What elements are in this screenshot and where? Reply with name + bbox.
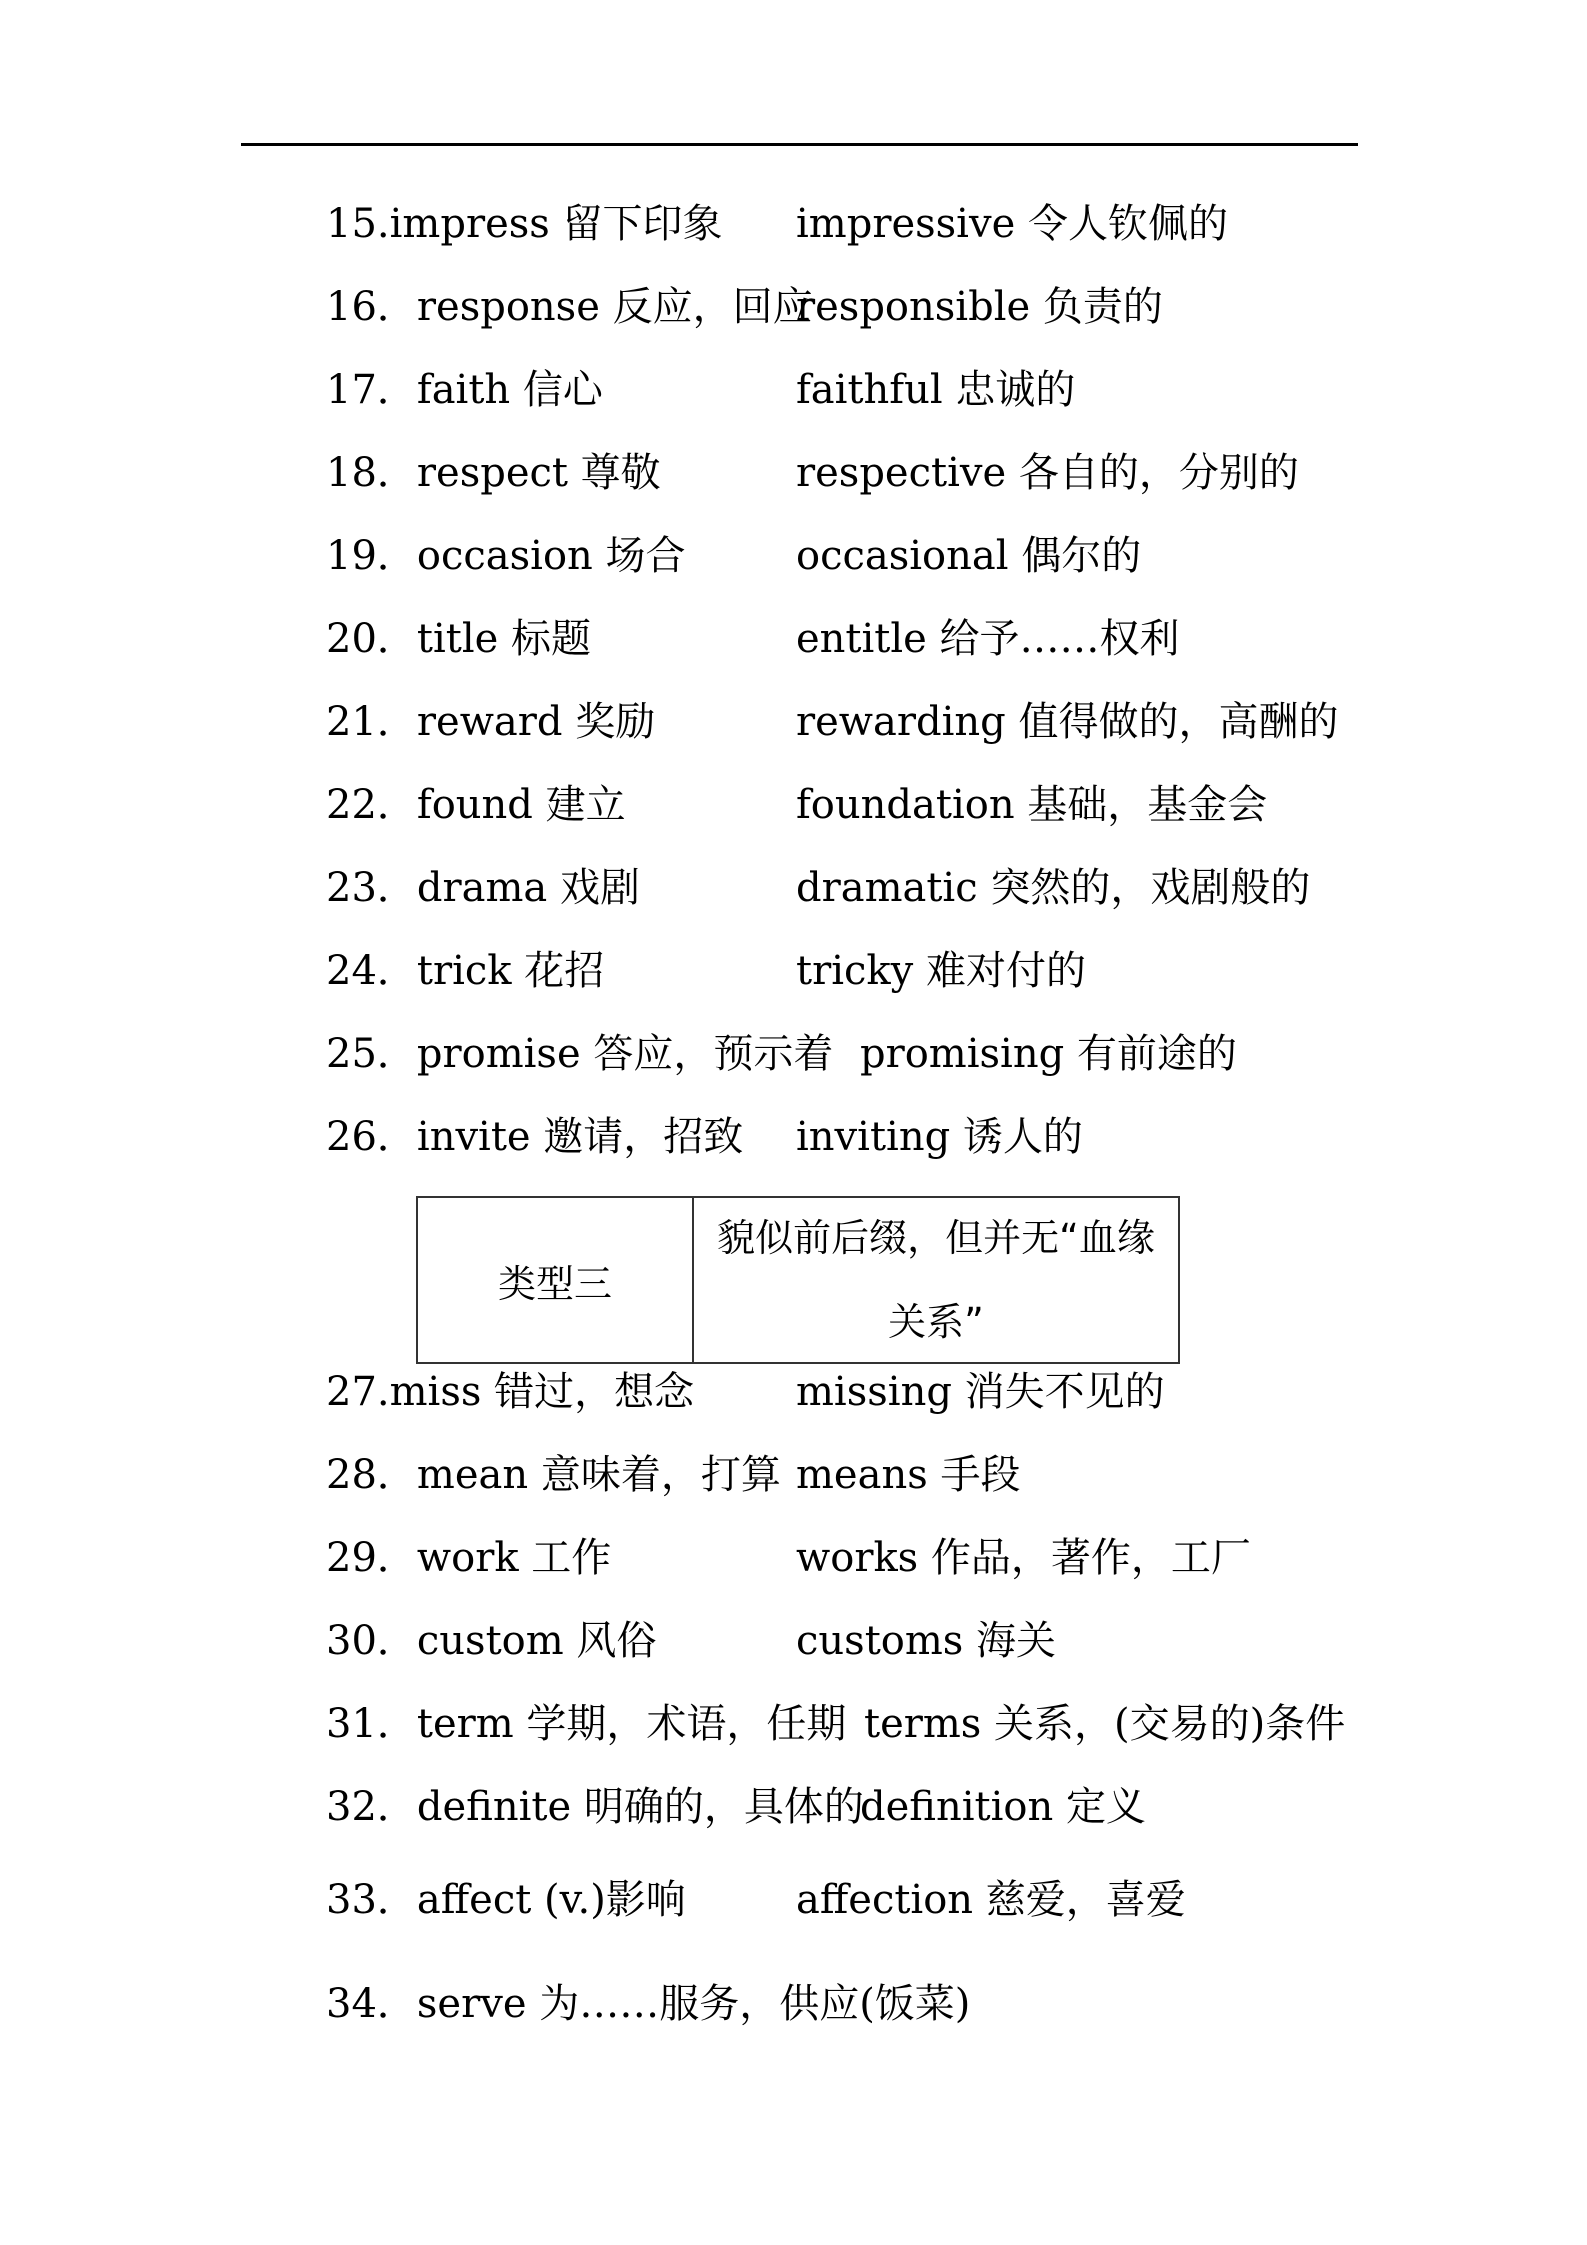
word-left: 28．mean 意味着，打算 xyxy=(326,1452,781,1498)
word-right: rewarding 值得做的，高酬的 xyxy=(796,699,1339,745)
word-left: 21．reward 奖励 xyxy=(326,699,656,745)
word-left: 32．definite 明确的，具体的 xyxy=(326,1784,864,1830)
word-left: 17．faith 信心 xyxy=(326,367,603,413)
word-left: 19．occasion 场合 xyxy=(326,533,686,579)
word-left: 15.impress 留下印象 xyxy=(326,201,723,247)
type-description: 貌似前后缀，但并无“血缘关系” xyxy=(717,1216,1155,1344)
word-right: missing 消失不见的 xyxy=(796,1369,1165,1415)
word-right: entitle 给予……权利 xyxy=(796,616,1180,662)
word-right: terms 关系，(交易的)条件 xyxy=(864,1701,1346,1747)
word-right: occasional 偶尔的 xyxy=(796,533,1142,579)
word-left: 31．term 学期，术语，任期 xyxy=(326,1701,847,1747)
word-left: 22．found 建立 xyxy=(326,782,626,828)
word-left: 23．drama 戏剧 xyxy=(326,865,640,911)
word-left: 18．respect 尊敬 xyxy=(326,450,661,496)
word-right: affection 慈爱，喜爱 xyxy=(796,1877,1186,1923)
word-left: 30．custom 风俗 xyxy=(326,1618,657,1664)
type-label: 类型三 xyxy=(418,1198,694,1362)
word-left: 16．response 反应，回应 xyxy=(326,284,813,330)
word-left: 24．trick 花招 xyxy=(326,948,605,994)
word-right: means 手段 xyxy=(796,1452,1021,1498)
word-left: 33．affect (v.)影响 xyxy=(326,1877,686,1923)
word-left: 26．invite 邀请，招致 xyxy=(326,1114,744,1160)
word-left: 20．title 标题 xyxy=(326,616,592,662)
word-right: dramatic 突然的，戏剧般的 xyxy=(796,865,1311,911)
word-right: impressive 令人钦佩的 xyxy=(796,201,1228,247)
word-right: responsible 负责的 xyxy=(796,284,1163,330)
header-rule xyxy=(241,143,1358,146)
word-right: customs 海关 xyxy=(796,1618,1057,1664)
word-right: tricky 难对付的 xyxy=(796,948,1086,994)
word-right: definition 定义 xyxy=(860,1784,1146,1830)
word-left: 29．work 工作 xyxy=(326,1535,612,1581)
word-right: respective 各自的，分别的 xyxy=(796,450,1299,496)
word-left: 27.miss 错过，想念 xyxy=(326,1369,695,1415)
word-right: foundation 基础，基金会 xyxy=(796,782,1268,828)
word-left: 34．serve 为……服务，供应(饭菜) xyxy=(326,1981,971,2027)
word-right: inviting 诱人的 xyxy=(796,1114,1083,1160)
word-right: works 作品，著作，工厂 xyxy=(796,1535,1251,1581)
word-right: promising 有前途的 xyxy=(860,1031,1237,1077)
type-table xyxy=(416,1196,1180,1364)
word-left: 25．promise 答应，预示着 xyxy=(326,1031,834,1077)
word-right: faithful 忠诚的 xyxy=(796,367,1076,413)
